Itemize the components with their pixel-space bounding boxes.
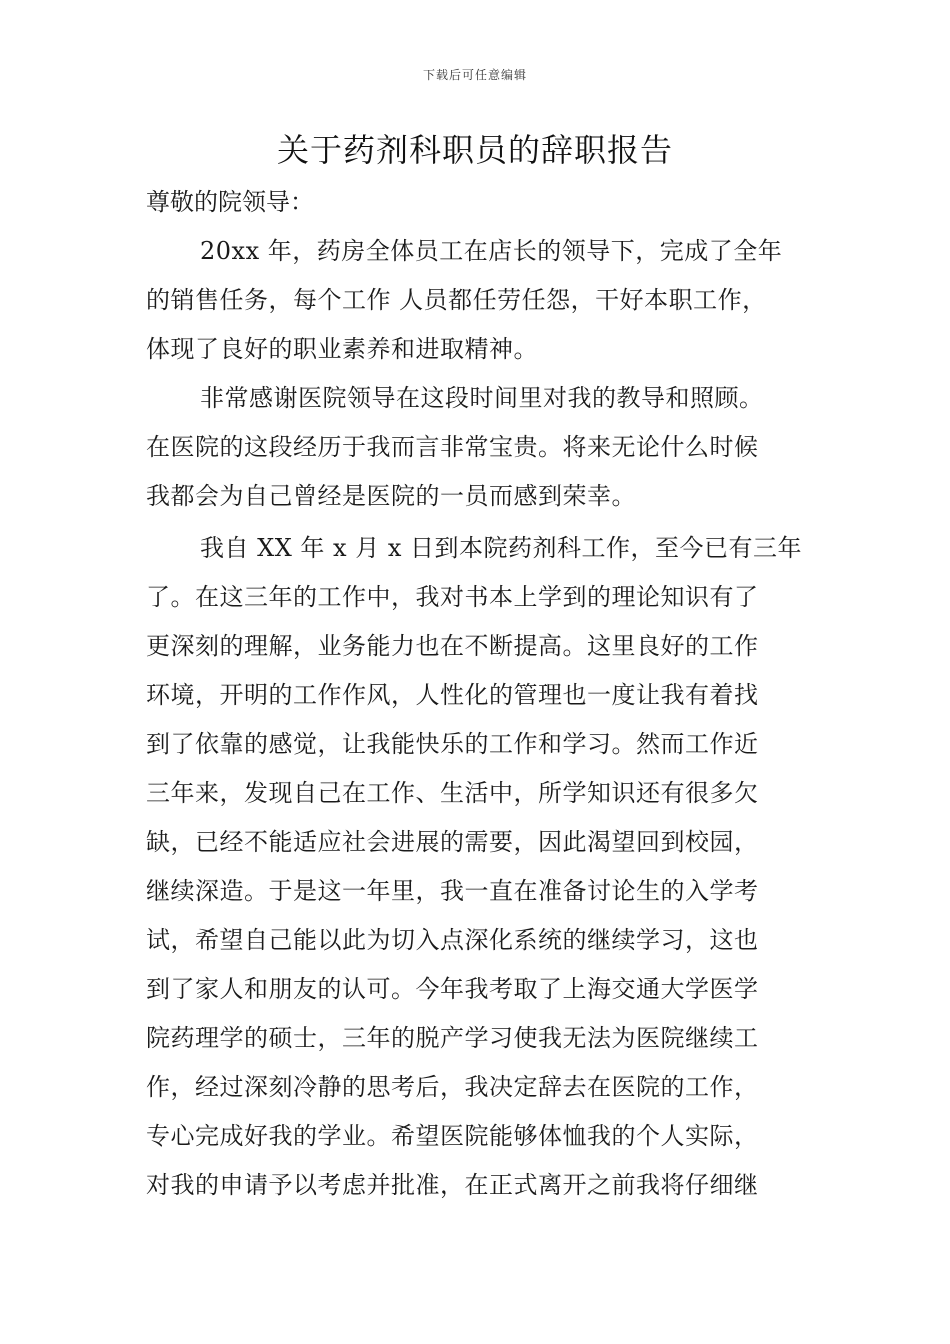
paragraph-line: 三年来，发现自己在工作、生活中，所学知识还有很多欠: [146, 779, 759, 807]
paragraph-line: 院药理学的硕士，三年的脱产学习使我无法为医院继续工: [146, 1024, 759, 1052]
document-title: 关于药剂科职员的辞职报告: [276, 131, 673, 169]
paragraph-line: 我自 XX 年 x 月 x 日到本院药剂科工作，至今已有三年: [200, 534, 803, 562]
paragraph-line: 对我的申请予以考虑并批准，在正式离开之前我将仔细继: [146, 1171, 759, 1199]
paragraph-line: 在医院的这段经历于我而言非常宝贵。将来无论什么时候: [146, 433, 759, 461]
paragraph-line: 了。在这三年的工作中，我对书本上学到的理论知识有了: [146, 583, 759, 611]
paragraph-line: 到了依靠的感觉，让我能快乐的工作和学习。然而工作近: [146, 730, 759, 758]
paragraph-line: 20xx 年，药房全体员工在店长的领导下，完成了全年: [200, 237, 783, 265]
salutation: 尊敬的院领导：: [146, 188, 314, 216]
paragraph-line: 专心完成好我的学业。希望医院能够体恤我的个人实际，: [146, 1122, 759, 1150]
paragraph-line: 作，经过深刻冷静的思考后，我决定辞去在医院的工作，: [146, 1073, 759, 1101]
paragraph-line: 体现了良好的职业素养和进取精神。: [146, 335, 538, 363]
paragraph-line: 非常感谢医院领导在这段时间里对我的教导和照顾。: [200, 384, 764, 412]
paragraph-line: 的销售任务，每个工作 人员都任劳任怨，干好本职工作，: [146, 286, 767, 314]
paragraph-line: 到了家人和朋友的认可。今年我考取了上海交通大学医学: [146, 975, 759, 1003]
paragraph-line: 我都会为自己曾经是医院的一员而感到荣幸。: [146, 482, 636, 510]
paragraph-line: 更深刻的理解，业务能力也在不断提高。这里良好的工作: [146, 632, 759, 660]
paragraph-line: 继续深造。于是这一年里，我一直在准备讨论生的入学考: [146, 877, 759, 905]
header-note: 下载后可任意编辑: [422, 68, 527, 82]
paragraph-line: 缺，已经不能适应社会进展的需要，因此渴望回到校园，: [146, 828, 759, 856]
paragraph-line: 试，希望自己能以此为切入点深化系统的继续学习，这也: [146, 926, 759, 954]
paragraph-line: 环境，开明的工作作风，人性化的管理也一度让我有着找: [146, 681, 759, 709]
